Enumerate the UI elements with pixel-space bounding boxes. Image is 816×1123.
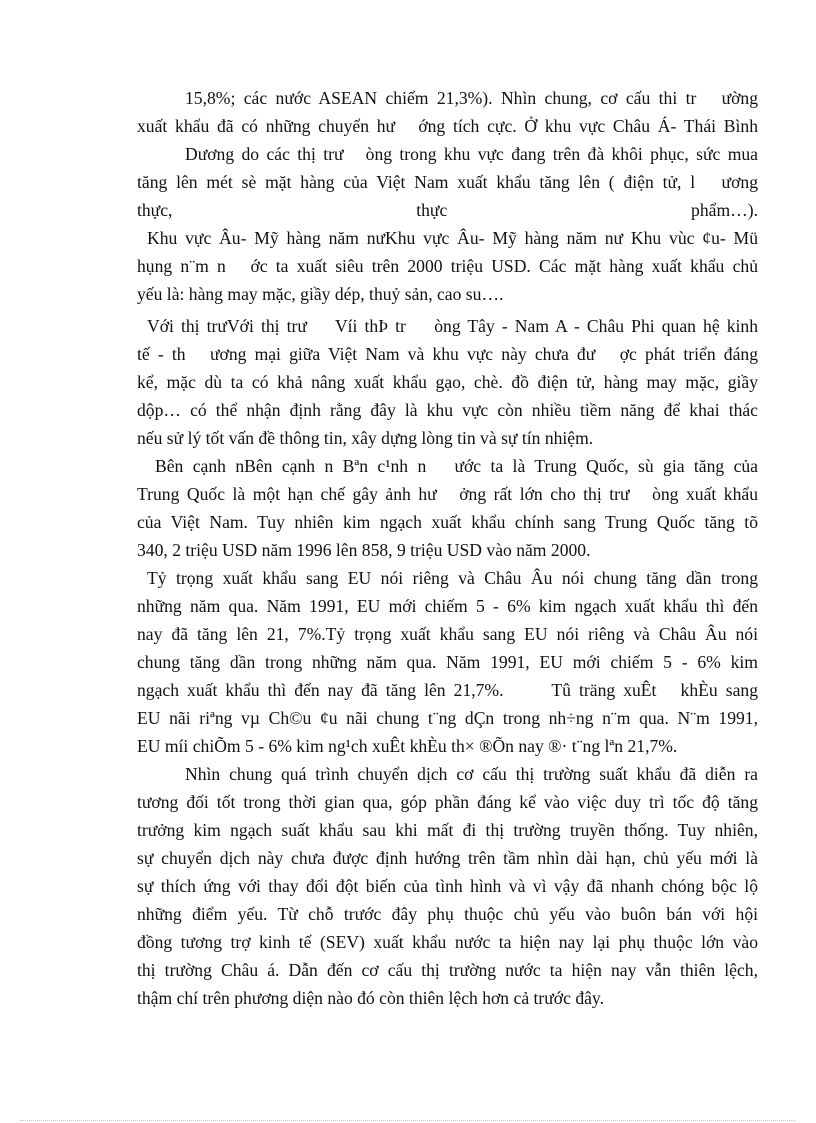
text-line: Bên cạnh nBên cạnh n Bªn c¹nh n ước ta là Trung Quốc, sù gia tăng của <box>155 456 758 476</box>
text-line: sự chuyển dịch này chưa được định hướng trên tầm nhìn dài hạn, chủ yếu mới là <box>137 848 758 868</box>
text-line: đồng tương trợ kinh tế (SEV) xuất khẩu nước ta hiện nay lại phụ thuộc lớn vào <box>137 932 758 952</box>
text-line: EU nãi riªng vµ Ch©u ¢u nãi chung t¨ng dÇn trong nh÷ng n¨m qua. N¨m 1991, <box>137 708 758 728</box>
text-line: 340, 2 triệu USD năm 1996 lên 858, 9 triệu USD vào năm 2000. <box>137 540 591 560</box>
text-line: sự thích ứng với thay đổi đột biến của tình hình và vì vậy đã nhanh chóng bộc lộ <box>137 876 758 896</box>
text-line: những năm qua. Năm 1991, EU mới chiếm 5 - 6% kim ngạch xuất khẩu thì đến <box>137 596 758 616</box>
text-line: thị trường Châu á. Dẫn đến cơ cấu thị trường nước ta hiện nay vẫn thiên lệch, <box>137 960 758 980</box>
text-line: Khu vực Âu- Mỹ hàng năm nưKhu vực Âu- Mỹ hàng năm nư Khu vùc ¢u- Mü <box>147 228 758 248</box>
text-line: hụng n¨m n ớc ta xuất siêu trên 2000 triệu USD. Các mặt hàng xuất khẩu chủ <box>137 256 758 276</box>
text-line: EU míi chiÕm 5 - 6% kim ng¹ch xuÊt khÈu th× ®Õn nay ®· t¨ng lªn 21,7%. <box>137 736 678 756</box>
text-line: Tỷ trọng xuất khẩu sang EU nói riêng và Châu Âu nói chung tăng dần trong <box>147 568 758 588</box>
paragraph-west-asia-africa <box>137 312 758 452</box>
text-line: Với thị trưVới thị trư Víi thÞ tr òng Tây - Nam A - Châu Phi quan hệ kinh <box>147 316 758 336</box>
text-line: Dương do các thị trư òng trong khu vực đang trên đà khôi phục, sức mua <box>185 144 758 164</box>
text-line: thậm chí trên phương diện nào đó còn thiên lệch hơn cả trước đây. <box>137 988 604 1008</box>
paragraph-summary <box>137 760 758 1012</box>
text-line: của Việt Nam. Tuy nhiên kim ngạch xuất khẩu chính sang Trung Quốc tăng tõ <box>137 512 758 532</box>
paragraph-china <box>137 452 758 564</box>
text-line: dộp… có thể nhận định rằng đây là khu vực còn nhiều tiềm năng để khai thác <box>137 400 758 420</box>
paragraph-eu <box>137 564 758 760</box>
text-line: tế - th ương mại giữa Việt Nam và khu vực này chưa đư ợc phát triển đáng <box>137 344 758 364</box>
text-line: tương đối tốt trong thời gian qua, góp phần đáng kể vào việc duy trì tốc độ tăng <box>137 792 758 812</box>
text-line: nếu sử lý tốt vấn đề thông tin, xây dựng lòng tin và sự tín nhiệm. <box>137 428 594 448</box>
document-body <box>137 84 758 1012</box>
text-line: những điểm yếu. Từ chỗ trước đây phụ thuộc chủ yếu vào buôn bán với hội <box>137 904 758 924</box>
text-line: trưởng kim ngạch suất khẩu sau khi mất đi thị trường truyền thống. Tuy nhiên, <box>137 820 758 840</box>
text-line: Nhìn chung quá trình chuyển dịch cơ cấu thị trường suất khẩu đã diễn ra <box>185 764 758 784</box>
text-line: thực, thực phẩm…). <box>137 200 758 220</box>
text-line: 15,8%; các nước ASEAN chiếm 21,3%). Nhìn chung, cơ cấu thi tr ường <box>185 88 758 108</box>
paragraph-export-markets <box>137 84 758 308</box>
text-line: xuất khẩu đã có những chuyển hư ớng tích cực. Ở khu vực Châu Á- Thái Bình <box>137 116 758 136</box>
text-line: tăng lên mét sè mặt hàng của Việt Nam xuất khẩu tăng lên ( điện tử, l ương <box>137 172 758 192</box>
text-line: yếu là: hàng may mặc, giầy dép, thuỷ sản, cao su…. <box>137 284 504 304</box>
page-bottom-border <box>20 1120 796 1121</box>
text-line: Trung Quốc là một hạn chế gây ảnh hư ởng rất lớn cho thị trư òng xuất khẩu <box>137 484 758 504</box>
text-line: kể, mặc dù ta có khả nâng xuất khẩu gạo, chè. đồ điện tử, hàng may mặc, giầy <box>137 372 758 392</box>
text-line: nay đã tăng lên 21, 7%.Tỷ trọng xuất khẩu sang EU nói riêng và Châu Âu nói <box>137 624 758 644</box>
text-line: chung tăng dần trong những năm qua. Năm 1991, EU mới chiếm 5 - 6% kim <box>137 652 758 672</box>
text-line: ngạch xuất khẩu thì đến nay đã tăng lên 21,7%. Tû träng xuÊt khÈu sang <box>137 680 758 700</box>
